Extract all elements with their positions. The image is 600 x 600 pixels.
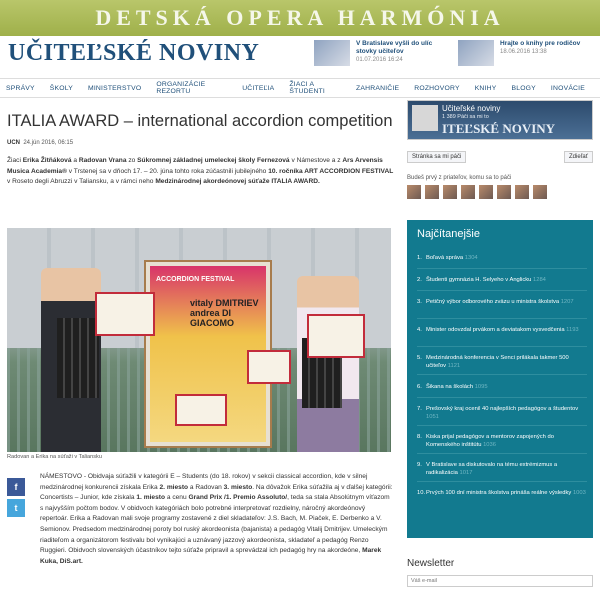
most-read-item[interactable] <box>417 433 587 449</box>
article-meta <box>7 140 395 146</box>
facebook-actions <box>407 147 593 167</box>
most-read-number: 5. <box>417 355 422 361</box>
divider <box>417 481 587 482</box>
facebook-friends-avatars <box>407 185 593 199</box>
most-read-count: 1207 <box>560 299 574 305</box>
top-banner[interactable] <box>0 0 600 36</box>
most-read-title[interactable]: Prešovský kraj ocenil 40 najlepších pedagógov a študentov <box>426 406 579 412</box>
article-title: ITALIA AWARD – international accordion competition <box>7 112 393 130</box>
divider <box>417 346 587 347</box>
most-read-item[interactable] <box>417 489 587 497</box>
most-read-number: 10. <box>417 490 426 496</box>
nav-item-ucitelia[interactable]: UČITEĽIA <box>242 84 275 92</box>
body-text-bold: Grand Prix /1. Premio Assoluto/ <box>188 494 288 502</box>
header-news-item-1[interactable] <box>314 40 436 66</box>
facebook-friends-text: Budeš prvý z priateľov, komu sa to páči <box>407 175 512 181</box>
article-author[interactable]: UCN <box>7 140 20 146</box>
lead-text-bold: Medzinárodnej akordeónovej súťaže ITALIA AWARD. <box>155 178 320 185</box>
avatar[interactable] <box>443 185 457 199</box>
most-read-number: 9. <box>417 462 422 468</box>
photo-caption: Radovan a Erika na súťaži v Taliansku <box>7 454 102 460</box>
most-read-item[interactable] <box>417 461 587 477</box>
facebook-share-page-button[interactable]: Zdieľať <box>564 151 593 163</box>
twitter-icon: t <box>14 503 18 513</box>
body-text: a cenu <box>164 494 189 502</box>
lead-text-bold: Ars Arvensis Musica Academia® <box>7 157 383 175</box>
most-read-title[interactable]: Medzinárodná konferencia v Senci prilákala takmer 500 učiteľov <box>426 355 569 370</box>
most-read-title[interactable]: Prvých 100 dní ministra školstva prináša reálne výsledky <box>426 490 572 496</box>
most-read-count: 1095 <box>474 384 488 390</box>
most-read-number: 7. <box>417 406 422 412</box>
poster-names-text: vitaly DMITRIEV andrea DI GIACOMO <box>190 298 259 328</box>
body-text-bold: 2. miesto <box>159 483 189 491</box>
divider <box>417 318 587 319</box>
header-news-item-2[interactable] <box>458 40 596 66</box>
most-read-number: 8. <box>417 434 422 440</box>
nav-item-inovacie[interactable]: INOVÁCIE <box>550 84 585 92</box>
diploma-4 <box>175 394 227 426</box>
avatar[interactable] <box>533 185 547 199</box>
body-text: . Na dôvažok Erika súťažila aj v ďalšej kategórii: Concertists – Junior, kde získala <box>40 483 393 502</box>
lead-text: v Trstenej sa v dňoch 17. – 20. júna tohto roka zúčastnili jubilejného <box>66 167 269 175</box>
body-text-bold: Marek Kuka, DiS.art. <box>40 547 382 565</box>
header-news-date: 18.06.2016 13:38 <box>500 49 547 55</box>
newsletter-box <box>407 558 593 587</box>
most-read-count: 1017 <box>459 470 473 477</box>
lead-text: a <box>71 157 79 164</box>
header-news-thumbnail[interactable] <box>314 40 350 66</box>
share-buttons <box>7 478 25 520</box>
divider <box>417 374 587 375</box>
facebook-icon: f <box>14 482 18 492</box>
nav-item-rozhovory[interactable]: ROZHOVORY <box>414 84 460 92</box>
lead-text-bold: Súkromnej základnej umeleckej školy Fernezová <box>137 157 290 164</box>
avatar[interactable] <box>407 185 421 199</box>
most-read-number: 2. <box>417 277 422 283</box>
header-news-thumbnail[interactable] <box>458 40 494 66</box>
most-read-title[interactable]: Kiska prijal pedagógov a mentorov zapojených do Komenského inštitútu <box>426 434 554 449</box>
divider <box>417 453 587 454</box>
most-read-count: 1304 <box>464 255 478 261</box>
most-read-heading: Najčítanejšie <box>417 228 480 240</box>
facebook-page-cover-text: ITEĽSKÉ NOVINY <box>442 121 556 136</box>
most-read-title[interactable]: Boľavá správa <box>426 255 464 261</box>
most-read-title[interactable]: Minister odovzdal prvákom a deviatakom vysvedčenia <box>426 327 565 333</box>
avatar[interactable] <box>497 185 511 199</box>
nav-item-ziaci[interactable]: ŽIACI A ŠTUDENTI <box>289 81 325 95</box>
most-read-title[interactable]: Študenti gymnázia H. Selyeho v Anglicku <box>426 277 532 283</box>
most-read-item[interactable] <box>417 276 587 284</box>
article-body <box>40 472 394 567</box>
most-read-count: 1003 <box>572 490 586 496</box>
most-read-count: 1193 <box>566 327 579 333</box>
facebook-page-widget[interactable] <box>407 100 593 140</box>
nav-item-knihy[interactable]: KNIHY <box>474 84 497 92</box>
most-read-count: 1051 <box>426 414 439 421</box>
body-text: , teda sa stala Absolútnym víťazom s najvyšším počtom bodov. V obidvoch kategóriách bolo potrebné interpretovať rozdielny, náročný akordeónový repertoár. Erika a Radovan mali svoje programy zostavené z diel skladateľov: J.S. Bach, M. Piaček, E. Derbenko a V. Semionov. Predsedom medzinárodnej poroty bol ruský akordeonista (bajanista) a pedagóg Vitalij Dmitrijev. Umeleckým riaditeľom a organizátorom festivalu bol vynikajúci a uznávaný jazzový akordeonista, skladateľ a pedagóg Renzo Ruggieri. Obidvoch slovenských účastníkov tejto súťaže pripravil a sprevádzal ich pedagóg hry na akordeóne, <box>40 494 390 555</box>
article <box>7 104 395 188</box>
lead-text-bold: Erika Žitňáková <box>22 157 72 164</box>
most-read-item[interactable] <box>417 298 587 306</box>
article-photo[interactable] <box>7 228 391 452</box>
header-news-title[interactable]: Hrajte o knihy pre rodičov <box>500 40 581 47</box>
newsletter-email-input[interactable] <box>407 575 593 587</box>
lead-text: v Roseto degli Abruzzi v Taliansku, a v rámci neho <box>7 178 156 185</box>
divider <box>417 425 587 426</box>
facebook-like-button[interactable]: Stránka sa mi páči <box>407 151 466 163</box>
most-read-number: 3. <box>417 299 422 305</box>
lead-text: v Námestove a z <box>289 157 343 164</box>
twitter-share-button[interactable] <box>7 499 25 517</box>
most-read-title[interactable]: Šikana na školách <box>426 384 474 390</box>
facebook-page-name[interactable]: Učiteľské noviny <box>442 104 501 113</box>
main-nav <box>0 78 600 98</box>
newsletter-heading: Newsletter <box>407 558 455 569</box>
nav-item-organizacie[interactable]: ORGANIZÁCIE REZORTU <box>156 81 206 95</box>
most-read-item[interactable] <box>417 326 587 334</box>
body-text-bold: 3. miesto <box>223 483 253 491</box>
most-read-count: 1121 <box>447 363 461 370</box>
banner-text: DETSKÁ OPERA HARMÓNIA <box>95 5 505 30</box>
most-read-item[interactable] <box>417 383 587 391</box>
most-read-count: 1284 <box>533 277 546 283</box>
most-read-item[interactable] <box>417 354 587 370</box>
body-text-bold: 1. miesto <box>136 494 165 502</box>
article-date: 24.jún 2016, 06:15 <box>23 140 74 146</box>
most-read-item[interactable] <box>417 405 587 421</box>
diploma-1 <box>95 292 155 336</box>
avatar[interactable] <box>515 185 529 199</box>
body-text: NÁMESTOVO - Obidvaja súťažili v kategórii E – Students (do 18. rokov) v sekcii classical accordion, kde v silnej medzinárodnej konkurencii získala Erika <box>40 473 368 491</box>
site-logo[interactable]: UČITEĽSKÉ NOVINY <box>8 40 260 66</box>
nav-item-zahranicie[interactable]: ZAHRANIČIE <box>356 84 400 92</box>
masthead <box>0 36 600 74</box>
poster-festival-text: ACCORDION FESTIVAL <box>156 276 235 283</box>
nav-item-spravy[interactable]: SPRÁVY <box>6 84 35 92</box>
header-news-title[interactable]: V Bratislave vyšli do ulíc stovky učiteľov <box>356 40 433 55</box>
most-read-item[interactable] <box>417 254 587 262</box>
article-lead <box>7 156 395 188</box>
nav-item-blogy[interactable]: BLOGY <box>511 84 536 92</box>
lead-text: Žiaci <box>7 157 23 164</box>
avatar[interactable] <box>479 185 493 199</box>
sidebar <box>407 100 593 199</box>
diploma-3 <box>307 314 365 358</box>
most-read-number: 6. <box>417 384 422 390</box>
lead-text-bold: 10. ročníka ART ACCORDION FESTIVAL <box>268 167 394 175</box>
nav-item-skoly[interactable]: ŠKOLY <box>49 84 73 92</box>
most-read-number: 4. <box>417 327 422 333</box>
most-read-number: 1. <box>417 255 422 261</box>
accordion-1 <box>57 318 99 398</box>
avatar[interactable] <box>425 185 439 199</box>
most-read-count: 1036 <box>483 442 496 449</box>
divider <box>417 268 587 269</box>
avatar[interactable] <box>461 185 475 199</box>
lead-text-bold: Radovan Vrana <box>78 157 127 164</box>
most-read-title[interactable]: Petičný výbor odborového zväzu u ministra školstva <box>426 299 560 305</box>
lead-text: zo <box>126 157 138 164</box>
divider <box>417 290 587 291</box>
body-text: a Radovan <box>188 483 224 491</box>
most-read-title[interactable]: V Bratislave sa diskutovalo na tému extrémizmus a radikalizácia <box>426 462 558 477</box>
diploma-2 <box>247 350 291 384</box>
nav-item-ministerstvo[interactable]: MINISTERSTVO <box>87 84 142 92</box>
facebook-share-button[interactable] <box>7 478 25 496</box>
most-read-box <box>407 220 593 538</box>
header-news-date: 01.07.2016 16:24 <box>356 57 403 63</box>
divider <box>417 397 587 398</box>
facebook-page-thumbnail[interactable] <box>412 105 438 131</box>
facebook-page-likes: 1 389 Páči sa mi to <box>442 114 489 120</box>
